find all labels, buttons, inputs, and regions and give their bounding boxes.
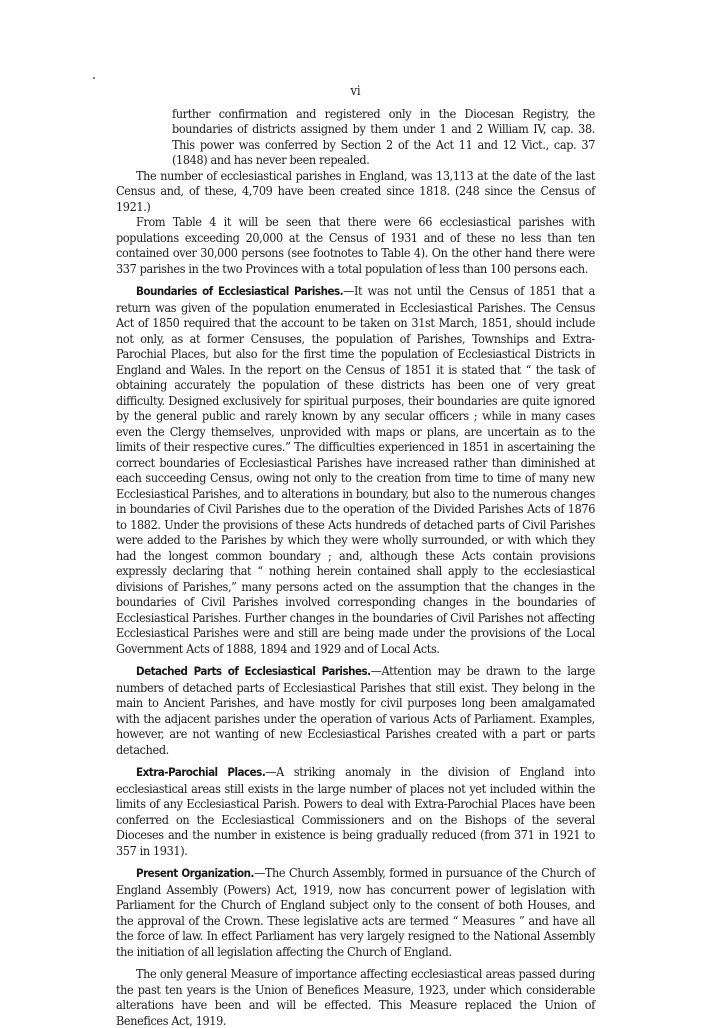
paragraph-text: further confirmation and registered only in the Diocesan Registry, the boundaries of districts assigned by them under 1 and 2 William IV, cap. 38. This power was conferred by Section 2 of the Act 11 and 12 Vict., cap. 37 (1848) and has never been repealed. [172, 105, 595, 167]
paragraph-text: —A striking anomaly in the division of England into ecclesiastical areas still exists in the large number of places not yet included within the limits of any Ecclesiastical Parish. Powers to deal with Extra-Parochial Places have been conferred on the Ecclesiastical Commissioners and on the Bishops of the several Dioceses and the number in existence is being gradually reduced (from 371 in 1921 to 357 in 1931). [116, 764, 595, 858]
section-heading: Extra-Parochial Places. [136, 765, 266, 779]
paragraph-quote-continuation [172, 106, 595, 168]
section-heading: Detached Parts of Ecclesiastical Parishes. [136, 664, 371, 678]
paragraph-text: —Attention may be drawn to the large numbers of detached parts of Ecclesiastical Parishes that still exist. They belong in the main to Ancient Parishes, and have mostly for civil purposes long been amalgamated with the adjacent parishes under the operation of various Acts of Parliament. Examples, however, are not wanting of new Ecclesiastical Parishes created with a part or parts detached. [116, 663, 595, 757]
section-heading: Boundaries of Ecclesiastical Parishes. [136, 284, 344, 298]
page-number: vi [350, 84, 361, 99]
section-extra-parochial [116, 764, 595, 858]
paragraph-union-of-benefices [116, 966, 595, 1028]
paragraph-number-of-parishes [116, 168, 595, 215]
section-boundaries [116, 283, 595, 656]
paragraph-text: From Table 4 it will be seen that there were 66 ecclesiastical parishes with populations exceeding 20,000 at the Census of 1931 and of these no less than ten contained over 30,000 persons (see footnotes to Table 4). On the other hand there were 337 parishes in the two Provinces with a total population of less than 100 persons each. [116, 214, 595, 276]
paragraph-text: —The Church Assembly, formed in pursuance of the Church of England Assembly (Powers) Act, 1919, now has concurrent power of legislation with Parliament for the Church of England subject only to the consent of both Houses, and the approval of the Crown. These legislative acts are termed “ Measures ” and have all the force of law. In effect Parliament has very largely resigned to the National Assembly the initiation of all legislation affecting the Church of England. [116, 865, 596, 959]
document-page [116, 84, 595, 1028]
section-heading: Present Organization. [136, 866, 254, 880]
paragraph-text: —It was not until the Census of 1851 that a return was given of the population enumerated in Ecclesiastical Parishes. The Census Act of 1850 required that the account to be taken on 31st March, 1851, should include not only, as at former Censuses, the population of Parishes, Townships and Extra-Parochial Places, but also for the first time the population of Ecclesiastical Districts in England and Wales. In the report on the Census of 1851 it is stated that “ the task of obtaining accurately the population of these districts has been one of very great difficulty. Designed exclusively for spiritual purposes, their boundaries are quite ignored by the general public and rarely known by any secular officers ; while in many cases even the Clergy themselves, unprovided with maps or plans, are uncertain as to the limits of their respective cures.” The difficulties experienced in 1851 in ascertaining the correct boundaries of Ecclesiastical Parishes have increased rather than diminished at each succeeding Census, owing not only to the creation from time to time of many new Ecclesiastical Parishes, and to alterations in boundary, but also to the numerous changes in boundaries of Civil Parishes due to the operation of the Divided Parishes Acts of 1876 to 1882. Under the provisions of these Acts hundreds of detached parts of Civil Parishes were added to the Parishes by which they were wholly surrounded, or with which they had the longest common boundary ; and, although these Acts contain provisions expressly declaring that “ nothing herein contained shall apply to the ecclesiastical divisions of Parishes,” many persons acted on the assumption that the changes in the boundaries of Civil Parishes involved corresponding changes in the boundaries of Ecclesiastical Parishes. Further changes in the boundaries of Civil Parishes not affecting Ecclesiastical Parishes were and still are being made under the provisions of the Local Government Acts of 1888, 1894 and 1929 and of Local Acts. [116, 283, 595, 656]
page-speck [93, 77, 95, 79]
paragraph-table-4 [116, 214, 595, 276]
section-detached-parts [116, 663, 595, 757]
paragraph-text: The number of ecclesiastical parishes in England, was 13,113 at the date of the last Census and, of these, 4,709 have been created since 1818. (248 since the Census of 1921.) [116, 167, 595, 214]
paragraph-text: The only general Measure of importance affecting ecclesiastical areas passed during the past ten years is the Union of Benefices Measure, 1923, under which considerable alterations have been and will be effected. This Measure replaced the Union of Benefices Act, 1919. [116, 966, 595, 1028]
section-present-organization [116, 865, 595, 959]
